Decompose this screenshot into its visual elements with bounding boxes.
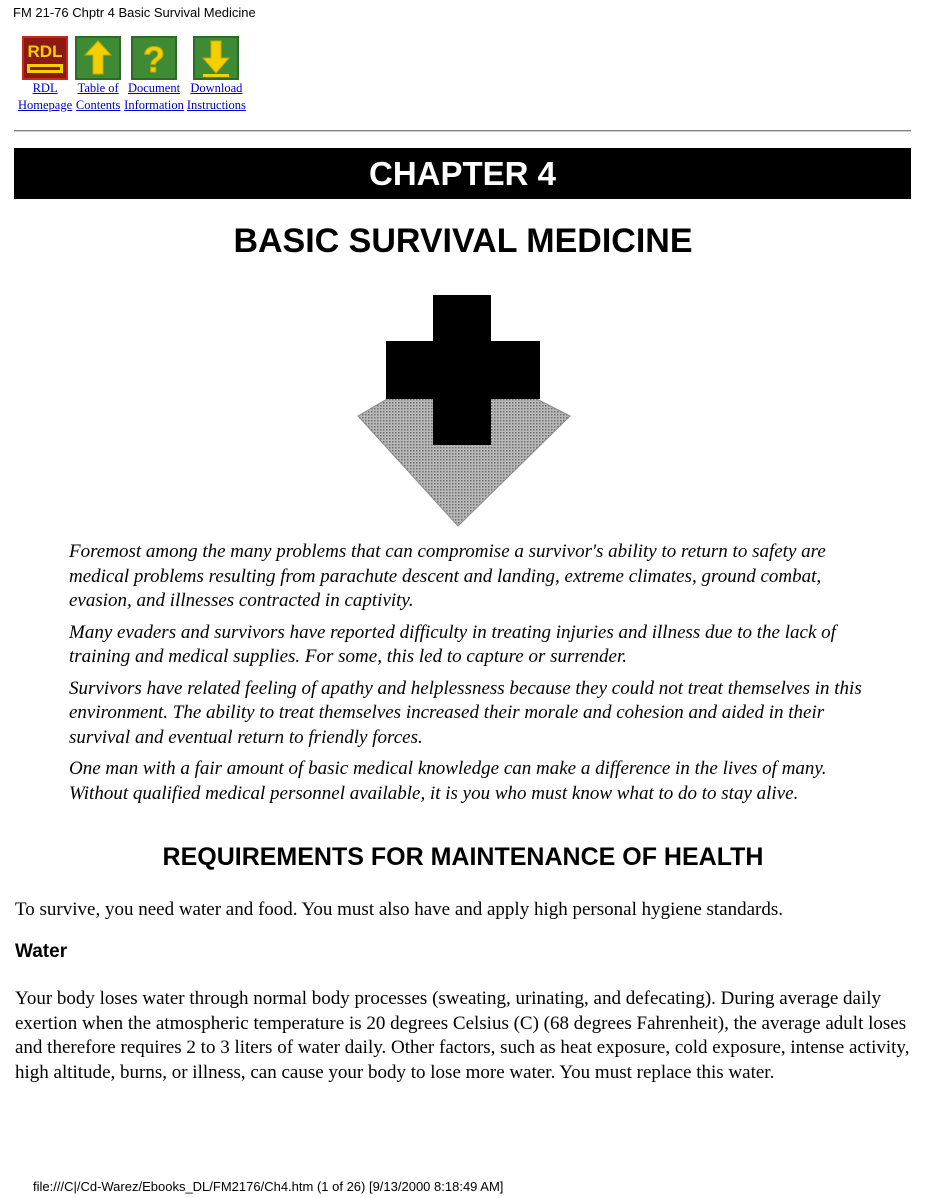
- nav-toc-line2[interactable]: Contents: [75, 98, 121, 112]
- up-arrow-icon[interactable]: [75, 36, 121, 80]
- rdl-logo-icon[interactable]: [22, 36, 68, 80]
- intro-paragraph: Foremost among the many problems that can compromise a survivor's ability to return to safety are medical problems resulting from parachute descent and landing, extreme climates, ground combat, evasion, and illnesses contracted in captivity.: [69, 541, 826, 611]
- medical-cross-icon: [350, 288, 580, 533]
- section-paragraph: To survive, you need water and food. You must also have and apply high personal hygiene standards.: [15, 899, 784, 920]
- water-heading: Water: [15, 941, 68, 962]
- nav-toolbar: [18, 36, 249, 114]
- question-mark-icon[interactable]: [131, 36, 177, 80]
- chapter-label: CHAPTER 4: [368, 154, 557, 192]
- intro-paragraph: One man with a fair amount of basic medical knowledge can make a difference in the lives of many. Without qualified medical personnel available, it is you who must know what to do to stay alive.: [69, 758, 827, 804]
- rdl-logo-text: RDL: [27, 42, 63, 61]
- page-header-title: FM 21-76 Chptr 4 Basic Survival Medicine: [13, 5, 256, 20]
- nav-table-of-contents[interactable]: [75, 36, 121, 114]
- horizontal-divider: [14, 130, 911, 132]
- nav-info-line2[interactable]: Information: [124, 98, 184, 112]
- intro-paragraph: Many evaders and survivors have reported difficulty in treating injuries and illness due to the lack of training and medical supplies. For some, this led to capture or surrender.: [69, 621, 836, 667]
- nav-rdl-homepage[interactable]: [18, 36, 72, 114]
- page-footer: file:///C|/Cd-Warez/Ebooks_DL/FM2176/Ch4.htm (1 of 26) [9/13/2000 8:18:49 AM]: [33, 1179, 504, 1194]
- nav-rdl-line2[interactable]: Homepage: [18, 98, 73, 112]
- intro-section: [69, 540, 869, 813]
- nav-info-line1[interactable]: Document: [127, 81, 181, 95]
- chapter-banner: [14, 148, 911, 199]
- nav-download-line1[interactable]: Download: [190, 81, 243, 95]
- nav-download-line2[interactable]: Instructions: [186, 98, 246, 112]
- nav-download-instructions[interactable]: [187, 36, 246, 114]
- section-heading: REQUIREMENTS FOR MAINTENANCE OF HEALTH: [162, 843, 764, 871]
- nav-rdl-line1[interactable]: RDL: [32, 81, 58, 95]
- down-arrow-icon[interactable]: [193, 36, 239, 80]
- nav-toc-line1[interactable]: Table of: [77, 81, 119, 95]
- water-paragraph: Your body loses water through normal body processes (sweating, urinating, and defecating). During average daily exertion when the atmospheric temperature is 20 degrees Celsius (C) (68 degrees Fahrenheit), the average adult loses and therefore requires 2 to 3 liters of water daily. Other factors, such as heat exposure, cold exposure, intense activity, high altitude, burns, or illness, can cause your body to lose more water. You must replace this water.: [15, 988, 910, 1083]
- intro-paragraph: Survivors have related feeling of apathy and helplessness because they could not treat themselves in this environment. The ability to treat themselves increased their morale and cohesion and aided in their survival and eventual return to friendly forces.: [69, 677, 862, 748]
- nav-document-information[interactable]: [124, 36, 184, 114]
- svg-text:?: ?: [143, 39, 166, 80]
- chapter-title: BASIC SURVIVAL MEDICINE: [233, 222, 693, 260]
